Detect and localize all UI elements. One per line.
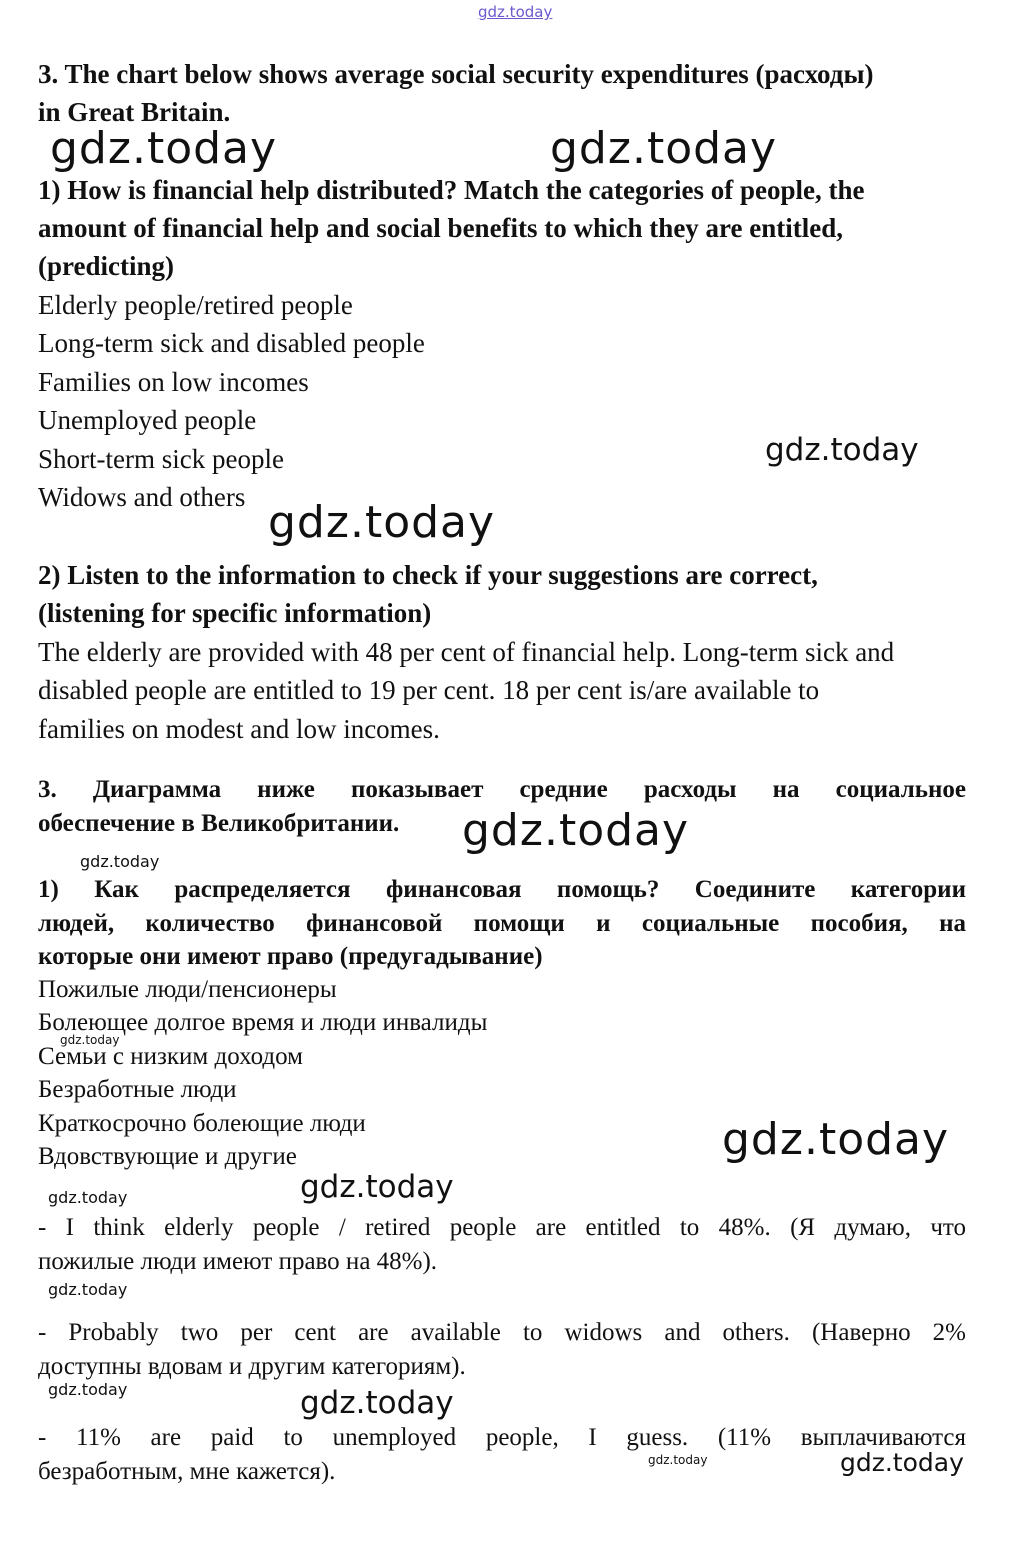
category-item-ru: Пожилые люди/пенсионеры <box>38 976 337 1003</box>
watermark: gdz.today <box>462 805 690 856</box>
question-1: 1) How is financial help distributed? Match the categories of people, the <box>38 175 865 205</box>
question-1: amount of financial help and social benefits to which they are entitled, <box>38 213 844 243</box>
question-1: (predicting) <box>38 251 174 281</box>
task-heading-ru: 3. Диаграмма ниже показывает средние расходы на социальное <box>38 776 966 803</box>
watermark: gdz.today <box>60 1033 120 1047</box>
category-item: Short-term sick people <box>38 444 284 474</box>
answer-text: disabled people are entitled to 19 per cent. 18 per cent is/are available to <box>38 675 820 705</box>
watermark: gdz.today <box>48 1280 128 1299</box>
watermark: gdz.today <box>300 1169 454 1205</box>
category-item-ru: Вдовствующие и другие <box>38 1143 297 1170</box>
watermark: gdz.today <box>765 432 919 468</box>
example-answer: пожилые люди имеют право на 48%). <box>38 1248 438 1275</box>
question-1-ru: которые они имеют право (предугадывание) <box>38 943 543 970</box>
watermark: gdz.today <box>648 1453 708 1467</box>
example-answer: - Probably two per cent are available to widows and others. (Наверно 2% <box>38 1319 966 1346</box>
watermark: gdz.today <box>48 1380 128 1399</box>
category-item: Families on low incomes <box>38 367 309 397</box>
example-answer: безработным, мне кажется). <box>38 1458 336 1485</box>
task-heading-ru: обеспечение в Великобритании. <box>38 810 400 837</box>
answer-text: families on modest and low incomes. <box>38 714 440 744</box>
category-item-ru: Семьи с низким доходом <box>38 1043 303 1070</box>
watermark-link[interactable]: gdz.today <box>478 3 553 21</box>
watermark: gdz.today <box>840 1448 964 1477</box>
watermark: gdz.today <box>722 1114 950 1165</box>
watermark: gdz.today <box>80 852 160 871</box>
question-2: 2) Listen to the information to check if your suggestions are correct, <box>38 560 818 590</box>
watermark: gdz.today <box>50 123 278 174</box>
category-item: Widows and others <box>38 482 246 512</box>
task-heading: 3. The chart below shows average social security expenditures (расходы) <box>38 59 874 89</box>
question-1-ru: 1) Как распределяется финансовая помощь? Соедините категории <box>38 876 966 903</box>
answer-text: The elderly are provided with 48 per cent of financial help. Long-term sick and <box>38 637 895 667</box>
category-item: Long-term sick and disabled people <box>38 328 425 358</box>
category-item-ru: Краткосрочно болеющие люди <box>38 1110 366 1137</box>
watermark: gdz.today <box>268 497 496 548</box>
category-item: Unemployed people <box>38 405 257 435</box>
category-item: Elderly people/retired people <box>38 290 353 320</box>
example-answer: - 11% are paid to unemployed people, I guess. (11% выплачиваются <box>38 1424 966 1451</box>
question-1-ru: людей, количество финансовой помощи и социальные пособия, на <box>38 910 966 937</box>
watermark: gdz.today <box>300 1385 454 1421</box>
example-answer: - I think elderly people / retired people are entitled to 48%. (Я думаю, что <box>38 1214 966 1241</box>
watermark: gdz.today <box>550 123 778 174</box>
task-heading: in Great Britain. <box>38 97 231 127</box>
watermark: gdz.today <box>48 1188 128 1207</box>
category-item-ru: Безработные люди <box>38 1076 237 1103</box>
example-answer: доступны вдовам и другим категориям). <box>38 1353 466 1380</box>
question-2: (listening for specific information) <box>38 598 432 628</box>
category-item-ru: Болеющее долгое время и люди инвалиды <box>38 1009 488 1036</box>
